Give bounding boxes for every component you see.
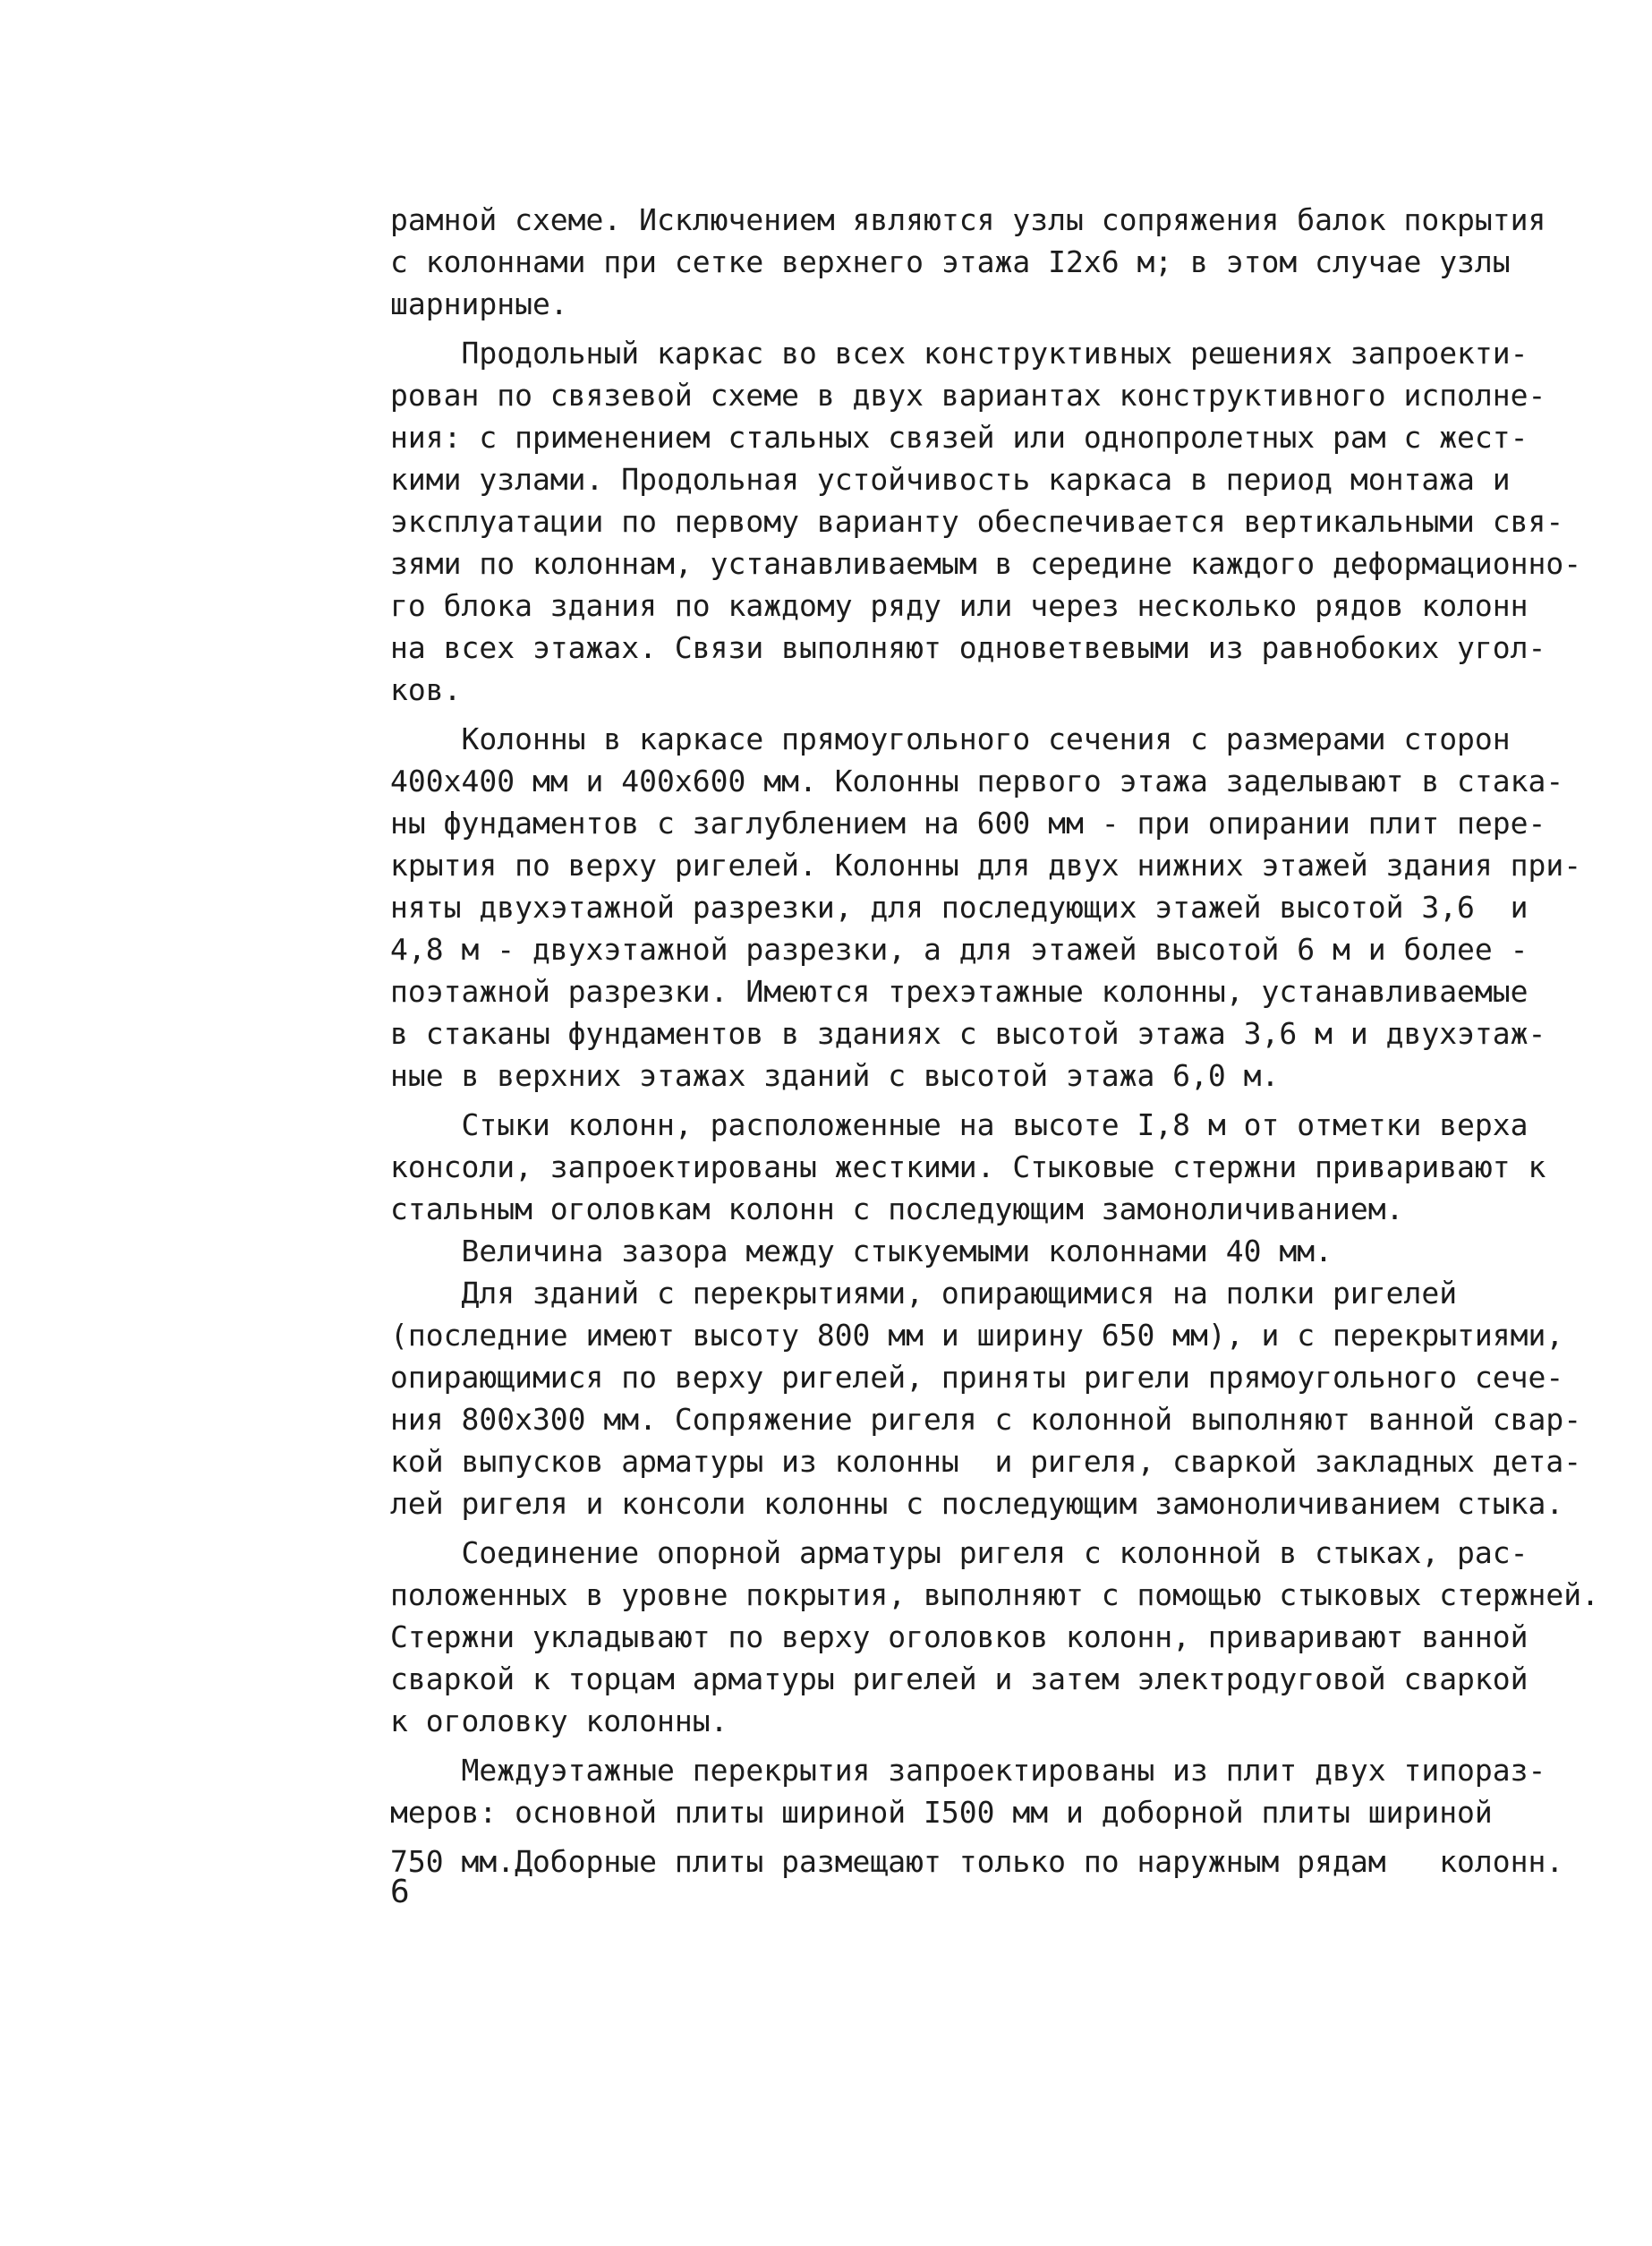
text-line: опирающимися по верху ригелей, приняты ригели прямоугольного сече- [390,1360,1564,1395]
paragraph-start-line: Величина зазора между стыкуемыми колоннами 40 мм. [390,1234,1333,1268]
text-line: консоли, запроектированы жесткими. Стыковые стержни приваривают к [390,1149,1546,1184]
text-line: положенных в уровне покрытия, выполняют с помощью стыковых стержней. [390,1577,1600,1612]
text-line: рован по связевой схеме в двух вариантах конструктивного исполне- [390,378,1546,413]
text-line: эксплуатации по первому варианту обеспечивается вертикальными свя- [390,504,1564,539]
text-line: 400х400 мм и 400х600 мм. Колонны первого этажа заделывают в стака- [390,764,1564,798]
text-line: на всех этажах. Связи выполняют одноветвевыми из равнобоких угол- [390,630,1546,665]
text-line: ния: с применением стальных связей или однопролетных рам с жест- [390,420,1529,455]
paragraph-start-line: Стыки колонн, расположенные на высоте I,8 м от отметки верха [390,1107,1529,1142]
text-line: зями по колоннам, устанавливаемым в середине каждого деформационно- [390,546,1582,581]
paragraph-start-line: Междуэтажные перекрытия запроектированы из плит двух типораз- [390,1753,1546,1788]
text-line: кой выпусков арматуры из колонны и ригеля, сваркой закладных дета- [390,1444,1582,1479]
text-line: шарнирные. [390,286,568,321]
text-line: рамной схеме. Исключением являются узлы сопряжения балок покрытия [390,202,1546,237]
text-line: лей ригеля и консоли колонны с последующим замоноличиванием стыка. [390,1486,1564,1521]
paragraph-start-line: Соединение опорной арматуры ригеля с колонной в стыках, рас- [390,1535,1529,1570]
text-line: сваркой к торцам арматуры ригелей и затем электродуговой сваркой [390,1661,1529,1696]
text-line: ны фундаментов с заглублением на 600 мм - при опирании плит пере- [390,806,1546,841]
text-line: к оголовку колонны. [390,1704,728,1738]
text-line: с колоннами при сетке верхнего этажа I2х6 м; в этом случае узлы [390,244,1511,279]
text-line: го блока здания по каждому ряду или через несколько рядов колонн [390,588,1529,623]
paragraph-start-line: Для зданий с перекрытиями, опирающимися на полки ригелей [390,1276,1458,1311]
body-text [390,199,1600,1883]
page-number: 6 [390,1874,410,1910]
text-line: няты двухэтажной разрезки, для последующих этажей высотой 3,6 и [390,890,1529,925]
text-line: Стержни укладывают по верху оголовков колонн, приваривают ванной [390,1619,1529,1654]
text-line: 750 мм.Доборные плиты размещают только по наружным рядам колонн. [390,1844,1564,1879]
text-line: ные в верхних этажах зданий с высотой этажа 6,0 м. [390,1058,1280,1093]
text-line: ния 800х300 мм. Сопряжение ригеля с колонной выполняют ванной свар- [390,1402,1582,1437]
text-line: 4,8 м - двухэтажной разрезки, а для этажей высотой 6 м и более - [390,932,1529,967]
paragraph-start-line: Колонны в каркасе прямоугольного сечения с размерами сторон [390,722,1511,756]
text-line: крытия по верху ригелей. Колонны для двух нижних этажей здания при- [390,848,1582,883]
text-line: в стаканы фундаментов в зданиях с высотой этажа 3,6 м и двухэтаж- [390,1016,1546,1051]
text-line: меров: основной плиты шириной I500 мм и доборной плиты шириной [390,1795,1493,1830]
text-line: стальным оголовкам колонн с последующим замоноличиванием. [390,1191,1404,1226]
text-line: ков. [390,672,462,707]
paragraph-start-line: Продольный каркас во всех конструктивных решениях запроекти- [390,336,1529,371]
text-line: поэтажной разрезки. Имеются трехэтажные колонны, устанавливаемые [390,974,1529,1009]
text-line: (последние имеют высоту 800 мм и ширину 650 мм), и с перекрытиями, [390,1318,1564,1353]
text-line: кими узлами. Продольная устойчивость каркаса в период монтажа и [390,462,1511,497]
